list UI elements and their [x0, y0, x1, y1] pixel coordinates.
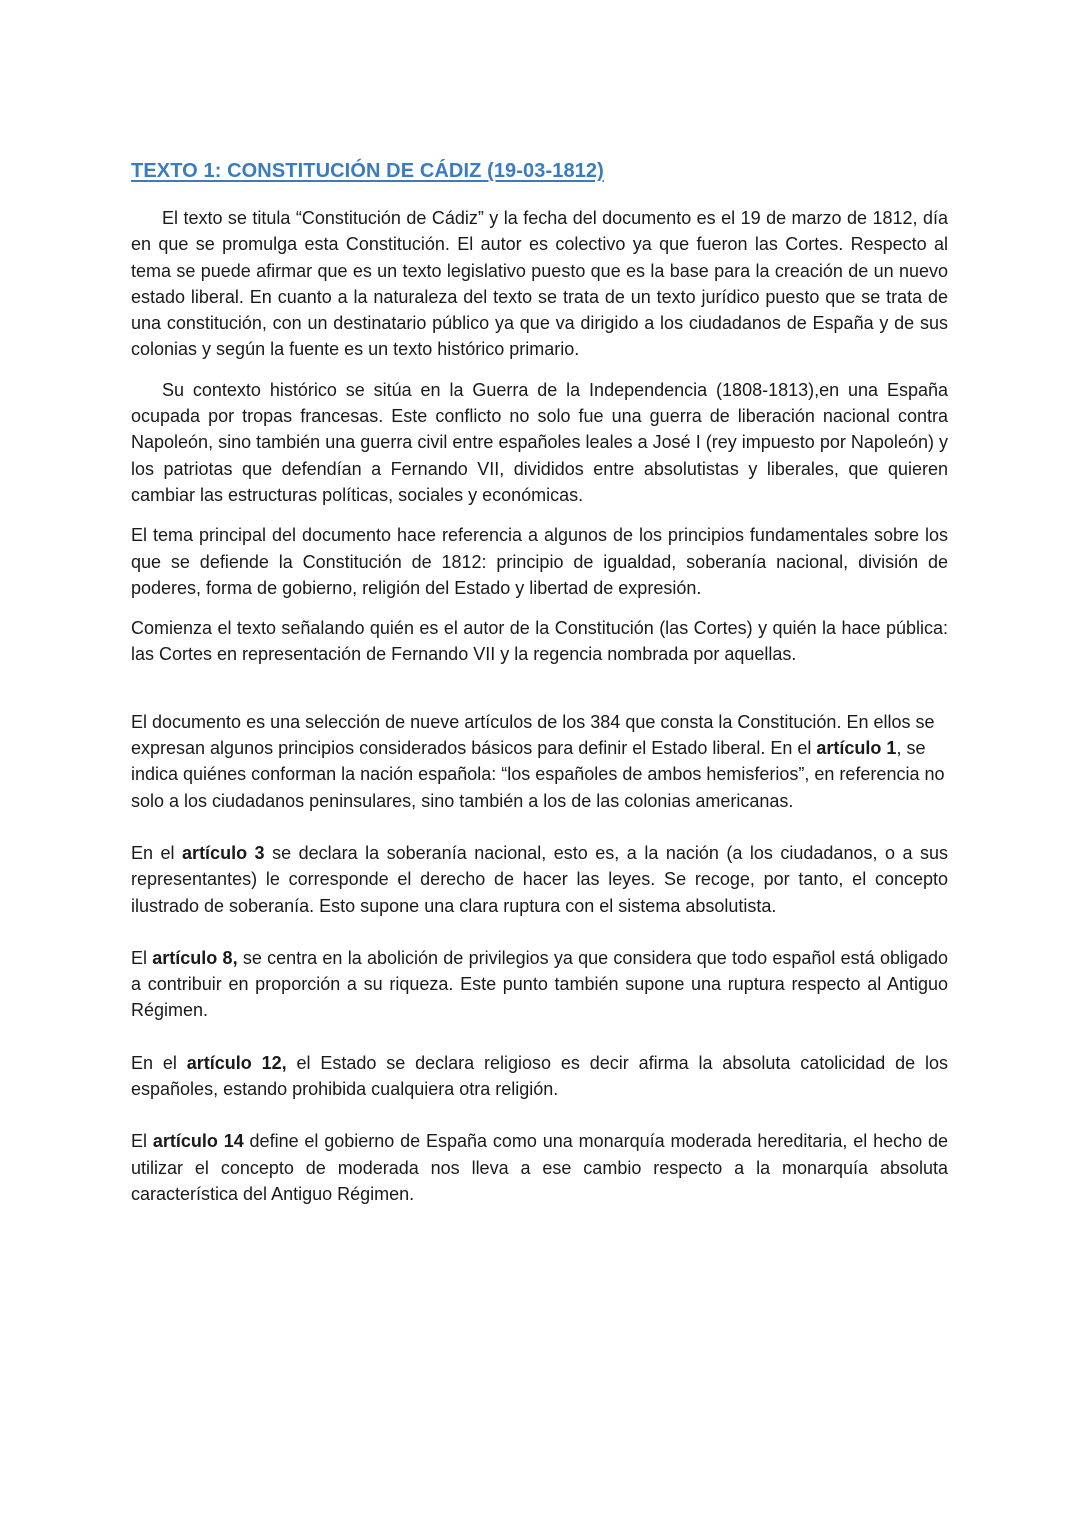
paragraph-text: En el	[131, 1052, 187, 1073]
paragraph-article-1	[131, 709, 948, 814]
paragraph-article-3	[131, 840, 948, 919]
paragraph-text: se centra en la abolición de privilegios ya que considera que todo español está obligado a contribuir en proporción a su riqueza. Este punto también supone una ruptura respecto al Antiguo Régimen.	[131, 947, 949, 1021]
paragraph-text: En el	[131, 842, 183, 863]
article-3-label: artículo 3	[182, 842, 265, 863]
paragraph-text: El	[131, 947, 153, 968]
paragraph-main-theme: El tema principal del documento hace referencia a algunos de los principios fundamentales sobre los que se defiende la Constitución de 1812: principio de igualdad, soberanía nacional, división de poderes, forma de gobierno, religión del Estado y libertad de expresión.	[131, 525, 948, 598]
paragraph-identification: El texto se titula “Constitución de Cádiz” y la fecha del documento es el 19 de marzo de 1812, día en que se promulga esta Constitución. El autor es colectivo ya que fueron las Cortes. Respecto al tema se puede afirmar que es un texto legislativo puesto que es la base para la creación de un nuevo estado liberal. En cuanto a la naturaleza del texto se trata de un texto jurídico puesto que se trata de una constitución, con un destinatario público ya que va dirigido a los ciudadanos de España y de sus colonias y según la fuente es un texto histórico primario.	[131, 208, 948, 360]
paragraph-text: El	[131, 1131, 153, 1152]
paragraph-context: Su contexto histórico se sitúa en la Guerra de la Independencia (1808-1813),en una España ocupada por tropas francesas. Este conflicto no solo fue una guerra de liberación nacional contra Napoleón, sino también una guerra civil entre españoles leales a José I (rey impuesto por Napoleón) y los patriotas que defendían a Fernando VII, divididos entre absolutistas y liberales, que quieren cambiar las estructuras políticas, sociales y económicas.	[131, 379, 948, 505]
paragraph-author: Comienza el texto señalando quién es el autor de la Constitución (las Cortes) y quién la hace pública: las Cortes en representación de Fernando VII y la regencia nombrada por aquellas.	[131, 618, 948, 665]
paragraph-text: El documento es una selección de nueve artículos de los 384 que consta la Constitución. En ellos se expresan algunos principios considerados básicos para definir el Estado liberal. En el	[131, 711, 935, 759]
article-8-label: artículo 8,	[152, 947, 238, 968]
paragraph-text: el Estado se declara religioso es decir afirma la absoluta catolicidad de los españoles, estando prohibida cualquiera otra religión.	[131, 1052, 948, 1100]
paragraph-text: se declara la soberanía nacional, esto es, a la nación (a los ciudadanos, o a sus representantes) le corresponde el derecho de hacer las leyes. Se recoge, por tanto, el concepto ilustrado de soberanía. Esto supone una clara ruptura con el sistema absolutista.	[131, 842, 949, 916]
paragraph-article-8	[131, 945, 948, 1024]
paragraph-article-12	[131, 1050, 948, 1103]
paragraph-text: define el gobierno de España como una monarquía moderada hereditaria, el hecho de utilizar el concepto de moderada nos lleva a ese cambio respecto a la monarquía absoluta característica del Antiguo Régimen.	[131, 1131, 948, 1204]
article-12-label: artículo 12,	[186, 1052, 287, 1073]
document-page	[131, 160, 948, 1207]
paragraph-text: , se indica quiénes conforman la nación española: “los españoles de ambos hemisferios”, en referencia no solo a los ciudadanos peninsulares, sino también a los de las colonias americanas.	[131, 738, 945, 811]
paragraph-article-14	[131, 1128, 948, 1207]
article-14-label: artículo 14	[152, 1131, 244, 1152]
document-title: TEXTO 1: CONSTITUCIÓN DE CÁDIZ (19-03-1812)	[131, 160, 604, 182]
article-1-label: artículo 1	[816, 738, 897, 759]
